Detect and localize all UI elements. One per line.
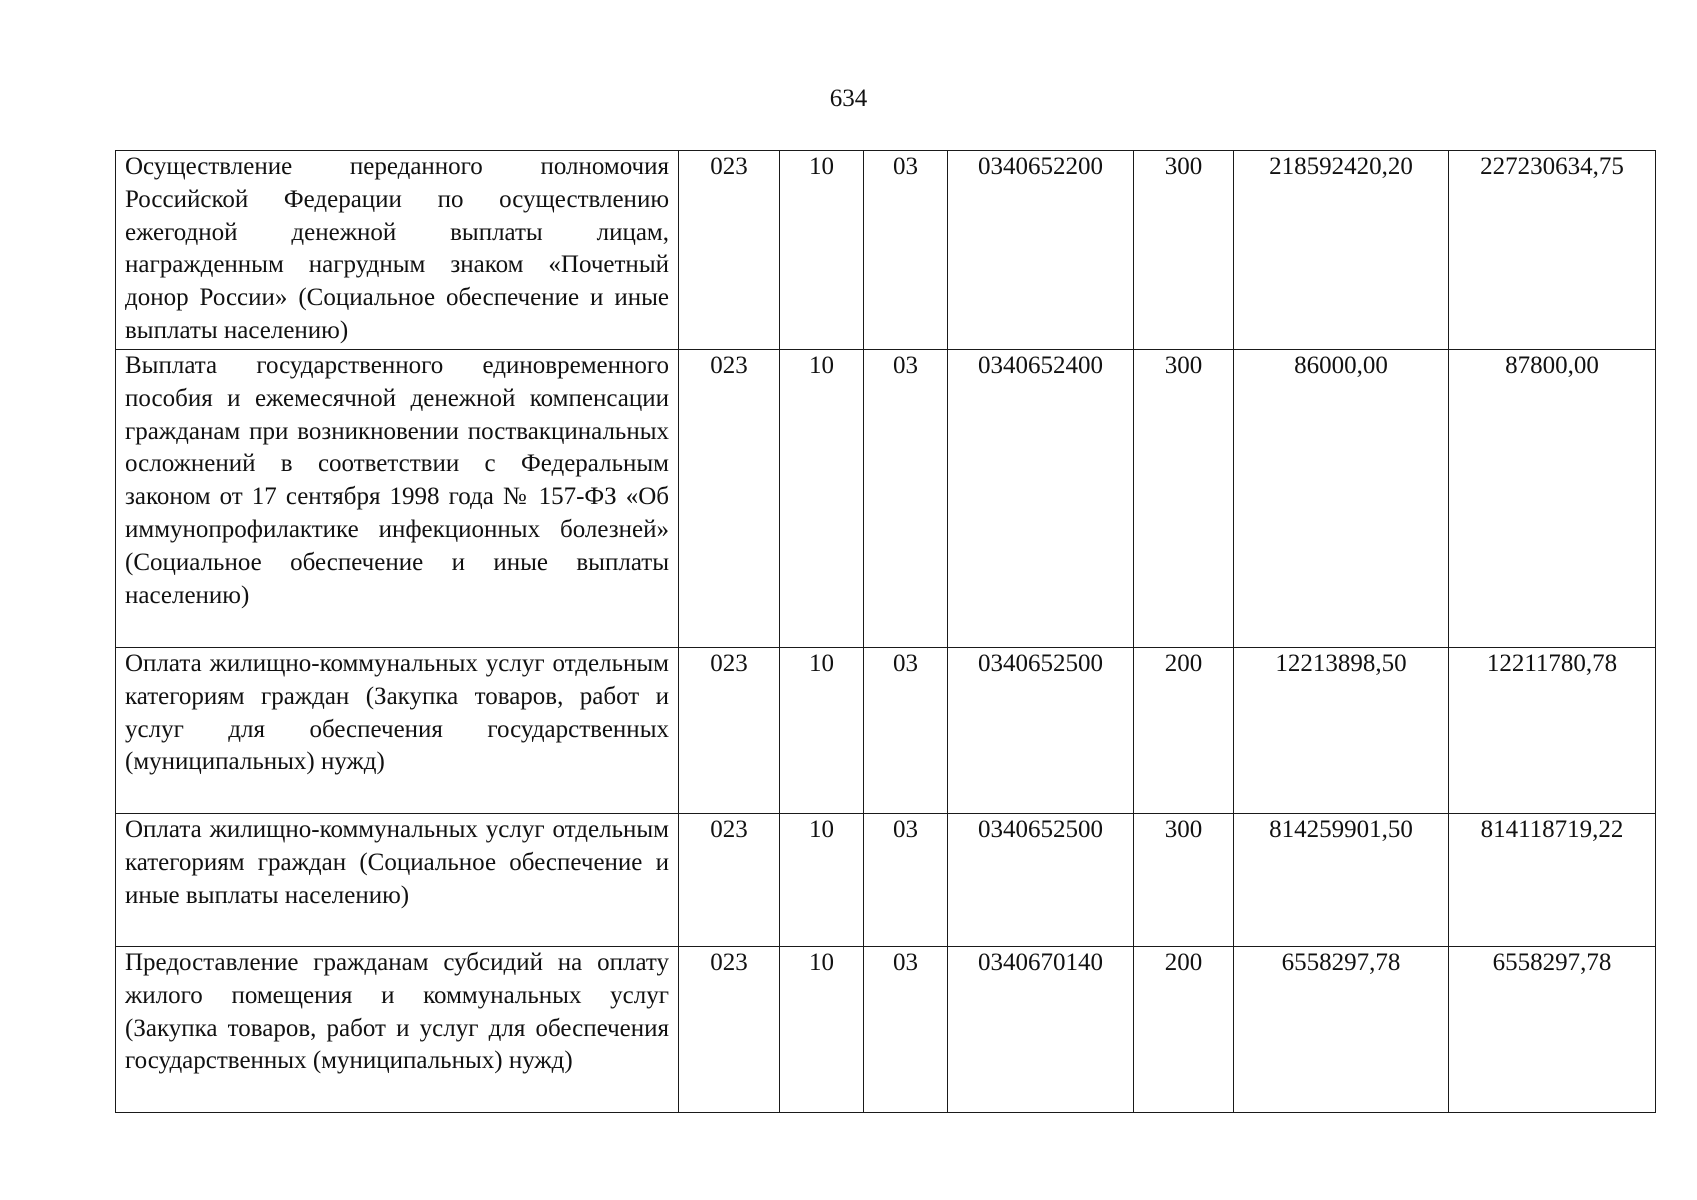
ministry-code: 023	[679, 151, 780, 350]
target-article-code: 0340652500	[948, 814, 1134, 947]
expense-type-code: 200	[1134, 648, 1234, 814]
section-code: 10	[780, 151, 864, 350]
expense-type-code: 300	[1134, 151, 1234, 350]
table-row	[116, 648, 1656, 814]
subsection-code: 03	[864, 814, 948, 947]
row-description: Предоставление гражданам субсидий на оплату жилого помещения и коммунальных услуг (Закупка товаров, работ и услуг для обеспечения государственных (муниципальных) нужд)	[116, 947, 679, 1113]
table-row	[116, 151, 1656, 350]
amount-year-1: 6558297,78	[1234, 947, 1449, 1113]
target-article-code: 0340652200	[948, 151, 1134, 350]
table-row	[116, 947, 1656, 1113]
subsection-code: 03	[864, 648, 948, 814]
row-description: Осуществление переданного полномочия Российской Федерации по осуществлению ежегодной денежной выплаты лицам, награжденным нагрудным знаком «Почетный донор России» (Социальное обеспечение и иные выплаты населению)	[116, 151, 679, 350]
ministry-code: 023	[679, 648, 780, 814]
subsection-code: 03	[864, 350, 948, 648]
subsection-code: 03	[864, 947, 948, 1113]
section-code: 10	[780, 350, 864, 648]
section-code: 10	[780, 648, 864, 814]
budget-table	[115, 150, 1656, 1113]
table-row	[116, 350, 1656, 648]
subsection-code: 03	[864, 151, 948, 350]
section-code: 10	[780, 814, 864, 947]
amount-year-1: 12213898,50	[1234, 648, 1449, 814]
amount-year-1: 218592420,20	[1234, 151, 1449, 350]
amount-year-2: 12211780,78	[1449, 648, 1656, 814]
ministry-code: 023	[679, 350, 780, 648]
amount-year-2: 6558297,78	[1449, 947, 1656, 1113]
expense-type-code: 300	[1134, 350, 1234, 648]
target-article-code: 0340652400	[948, 350, 1134, 648]
ministry-code: 023	[679, 947, 780, 1113]
row-description: Оплата жилищно-коммунальных услуг отдельным категориям граждан (Социальное обеспечение и иные выплаты населению)	[116, 814, 679, 947]
page-number: 634	[829, 85, 868, 112]
table-row	[116, 814, 1656, 947]
row-description: Выплата государственного единовременного пособия и ежемесячной денежной компенсации гражданам при возникновении поствакцинальных осложнений в соответствии с Федеральным законом от 17 сентября 1998 года № 157-ФЗ «Об иммунопрофилактике инфекционных болезней» (Социальное обеспечение и иные выплаты населению)	[116, 350, 679, 648]
expense-type-code: 300	[1134, 814, 1234, 947]
amount-year-1: 814259901,50	[1234, 814, 1449, 947]
amount-year-2: 87800,00	[1449, 350, 1656, 648]
row-description: Оплата жилищно-коммунальных услуг отдельным категориям граждан (Закупка товаров, работ и услуг для обеспечения государственных (муниципальных) нужд)	[116, 648, 679, 814]
amount-year-2: 814118719,22	[1449, 814, 1656, 947]
ministry-code: 023	[679, 814, 780, 947]
section-code: 10	[780, 947, 864, 1113]
target-article-code: 0340652500	[948, 648, 1134, 814]
amount-year-1: 86000,00	[1234, 350, 1449, 648]
target-article-code: 0340670140	[948, 947, 1134, 1113]
expense-type-code: 200	[1134, 947, 1234, 1113]
amount-year-2: 227230634,75	[1449, 151, 1656, 350]
